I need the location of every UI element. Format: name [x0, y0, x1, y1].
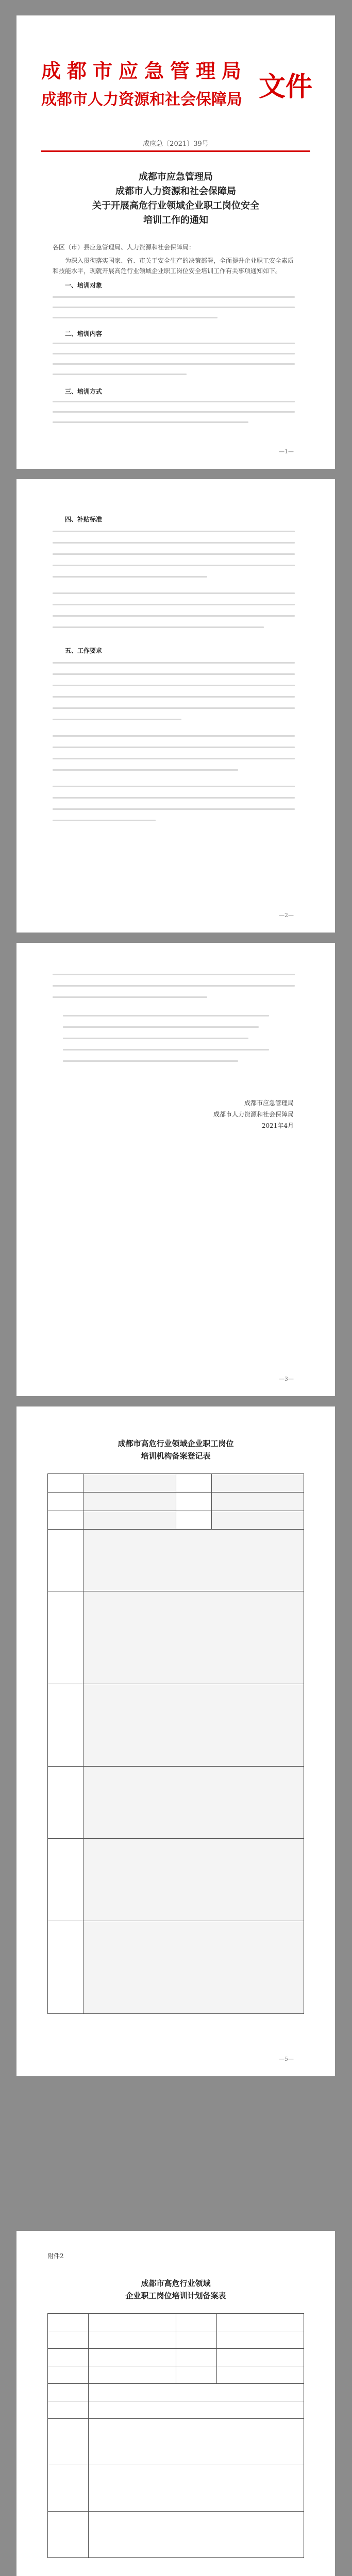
signature-line: 成都市人力资源和社会保障局 — [213, 1111, 294, 1118]
annex-label: 附件2 — [47, 2252, 64, 2260]
text-line — [53, 401, 295, 402]
document-page-form1 — [16, 1406, 335, 2076]
text-line — [53, 974, 295, 975]
document-page-3 — [16, 943, 335, 1396]
text-line — [53, 707, 295, 709]
text-line — [53, 820, 156, 821]
text-line — [53, 996, 207, 998]
text-line — [63, 1026, 259, 1028]
text-line — [53, 685, 295, 686]
notice-title-line: 成都市人力资源和社会保障局 — [115, 186, 236, 197]
text-line — [53, 604, 295, 605]
intro-paragraph: 为深入贯彻落实国家、省、市关于安全生产的决策部署，全面提升企业职工安全素质和技能水平，现就开展高危行业领域企业职工岗位安全培训工作有关事项通知如下。 — [53, 257, 294, 275]
wenjian-label: 文件 — [258, 71, 312, 103]
form1-table — [47, 1473, 304, 2014]
text-line — [63, 1060, 238, 1062]
text-line — [53, 735, 295, 737]
text-line — [53, 343, 295, 344]
text-line — [53, 786, 295, 787]
issuer-line-1: 成都市应急管理局 — [41, 59, 248, 82]
section-heading: 四、补贴标准 — [65, 516, 103, 523]
page-number: —3— — [279, 1376, 294, 1382]
signature-line: 2021年4月 — [261, 1122, 294, 1129]
text-line — [53, 363, 295, 365]
text-line — [53, 592, 295, 594]
form-title-line: 培训机构备案登记表 — [141, 1451, 211, 1461]
text-line — [53, 615, 295, 617]
document-page-form2 — [16, 2231, 335, 2576]
text-line — [53, 747, 295, 748]
page2-body-2 — [53, 641, 299, 659]
page-number: —2— — [279, 912, 294, 919]
section-2 — [53, 325, 299, 342]
text-line — [53, 374, 187, 375]
text-line — [53, 758, 295, 759]
notice-title — [16, 170, 335, 228]
page-number: —5— — [279, 2056, 294, 2062]
text-line — [53, 769, 238, 771]
text-line — [63, 1038, 248, 1039]
notice-body — [53, 242, 299, 294]
text-line — [53, 565, 295, 566]
issuer-line-2: 成都市人力资源和社会保障局 — [41, 91, 242, 109]
text-line — [53, 985, 295, 987]
form2-table — [47, 2313, 304, 2558]
section-heading: 一、培训对象 — [65, 282, 103, 289]
form1-title — [16, 1437, 335, 1462]
document-page-1 — [16, 15, 335, 469]
text-line — [53, 421, 248, 423]
notice-title-line: 关于开展高危行业领域企业职工岗位安全 — [92, 200, 259, 211]
section-heading: 五、工作要求 — [65, 647, 103, 654]
text-line — [53, 553, 295, 555]
text-line — [53, 797, 295, 799]
page2-body — [53, 510, 299, 528]
text-line — [53, 411, 295, 413]
text-line — [53, 673, 295, 675]
addressee: 各区（市）县应急管理局、人力资源和社会保障局： — [53, 244, 195, 251]
text-line — [53, 353, 295, 354]
text-line — [63, 1049, 269, 1050]
text-line — [53, 317, 217, 318]
text-line — [63, 1015, 269, 1016]
notice-title-line: 培训工作的通知 — [143, 215, 208, 226]
form2-title — [16, 2277, 335, 2302]
section-heading: 二、培训内容 — [65, 330, 103, 337]
signature-line: 成都市应急管理局 — [244, 1099, 294, 1107]
document-page-2 — [16, 479, 335, 933]
text-line — [53, 296, 295, 298]
text-line — [53, 531, 295, 532]
text-line — [53, 576, 207, 578]
section-3 — [53, 382, 299, 400]
text-line — [53, 626, 264, 628]
text-line — [53, 719, 181, 720]
text-line — [53, 542, 295, 544]
text-line — [53, 307, 295, 308]
text-line — [53, 662, 295, 664]
text-line — [53, 696, 295, 698]
notice-title-line: 成都市应急管理局 — [139, 172, 213, 182]
text-line — [53, 808, 295, 810]
signature-block — [213, 1097, 294, 1131]
section-heading: 三、培训方式 — [65, 388, 103, 395]
page-number: —1— — [279, 448, 294, 455]
red-rule — [41, 150, 310, 152]
document-number: 成应急〔2021〕39号 — [143, 140, 209, 148]
form-title-line: 成都市高危行业领域企业职工岗位 — [118, 1439, 234, 1448]
form-title-line: 成都市高危行业领域 — [141, 2279, 211, 2288]
form-title-line: 企业职工岗位培训计划备案表 — [125, 2291, 226, 2300]
